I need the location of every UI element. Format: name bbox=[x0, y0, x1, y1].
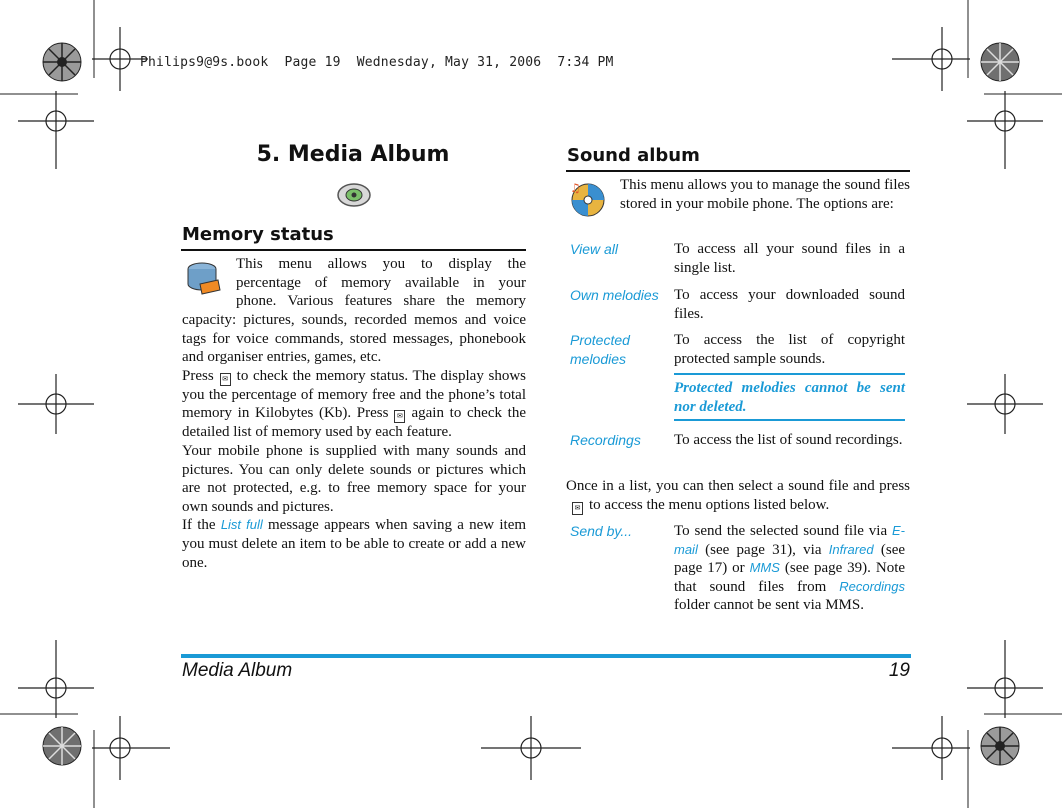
ok-key-icon: ✉ bbox=[394, 410, 405, 423]
recordings-link: Recordings bbox=[839, 578, 905, 594]
mms-link: MMS bbox=[749, 560, 780, 576]
sound-album-title: Sound album bbox=[567, 145, 700, 166]
send-by-term: Send by... bbox=[570, 523, 633, 539]
sound-album-intro: This menu allows you to manage the sound files stored in your mobile phone. The options are: bbox=[620, 177, 910, 212]
memory-intro bbox=[236, 255, 526, 311]
option-description: To access the list of copyright protected sample sounds. bbox=[674, 332, 905, 367]
footer-section-name: Media Album bbox=[182, 660, 293, 681]
option-term: Recordings bbox=[570, 432, 641, 448]
note-rule bbox=[674, 373, 905, 375]
list-instructions: Once in a list, you can then select a sound file and press✉ to access the menu options listed below. bbox=[566, 478, 910, 513]
infrared-link: Infrared bbox=[828, 541, 874, 557]
memory-paragraph: Your mobile phone is supplied with many sounds and pictures. You can only delete sounds or pictures which are not protected, e.g. to free memory space for your own sounds and pictures. bbox=[182, 442, 526, 515]
memory-intro-line: phone. Various features share the memory bbox=[236, 293, 526, 310]
send-by-description: To send the selected sound file via E-mail (see page 31), via Infrared (see page 17) or MMS (see page 39). Note that sound files from Recordings folder cannot be sent via MMS. bbox=[674, 523, 906, 614]
svg-text:♫: ♫ bbox=[570, 181, 581, 195]
ok-key-icon: ✉ bbox=[220, 373, 231, 386]
ok-key-icon: ✉ bbox=[572, 502, 583, 515]
section-rule bbox=[566, 170, 910, 172]
memory-paragraph: Press ✉ to check the memory status. The display shows you the percentage of memory free and the phone’s total memory in Kilobytes (Kb). Press ✉ again to check the detailed list of memory used by each feature. bbox=[182, 367, 526, 441]
page-number: 19 bbox=[888, 660, 910, 681]
memory-paragraph: If the List full message appears when saving a new item you must delete an item to be able to create or add a new one. bbox=[182, 517, 527, 571]
footer-rule bbox=[181, 654, 911, 658]
memory-intro-line: This menu allows you to display the bbox=[236, 256, 526, 272]
option-term: Protected melodies bbox=[570, 332, 630, 367]
option-description: To access the list of sound recordings. bbox=[674, 432, 903, 448]
option-term: Own melodies bbox=[570, 287, 659, 303]
memory-status-body bbox=[182, 311, 526, 572]
running-head: Philips9@9s.book Page 19 Wednesday, May 31, 2006 7:34 PM bbox=[140, 55, 614, 70]
memory-status-title: Memory status bbox=[182, 224, 334, 245]
option-description: To access your downloaded sound files. bbox=[674, 287, 905, 322]
chapter-title: 5. Media Album bbox=[256, 142, 450, 167]
memory-paragraph: capacity: pictures, sounds, recorded memos and voice tags for voice commands, stored messages, phonebook and organiser entries, games, etc. bbox=[182, 312, 526, 366]
media-album-icon bbox=[336, 181, 372, 209]
list-full-label: List full bbox=[220, 517, 263, 533]
memory-status-icon bbox=[186, 260, 222, 298]
protected-note: Protected melodies cannot be sent nor deleted. bbox=[674, 380, 905, 415]
email-link: E-mail bbox=[674, 523, 906, 557]
memory-intro-line: percentage of memory available in your bbox=[236, 274, 526, 291]
sound-album-icon bbox=[568, 180, 606, 218]
option-term: View all bbox=[570, 241, 618, 257]
option-description: To access all your sound files in a single list. bbox=[674, 241, 905, 276]
note-rule bbox=[674, 419, 905, 421]
section-rule bbox=[181, 249, 526, 251]
